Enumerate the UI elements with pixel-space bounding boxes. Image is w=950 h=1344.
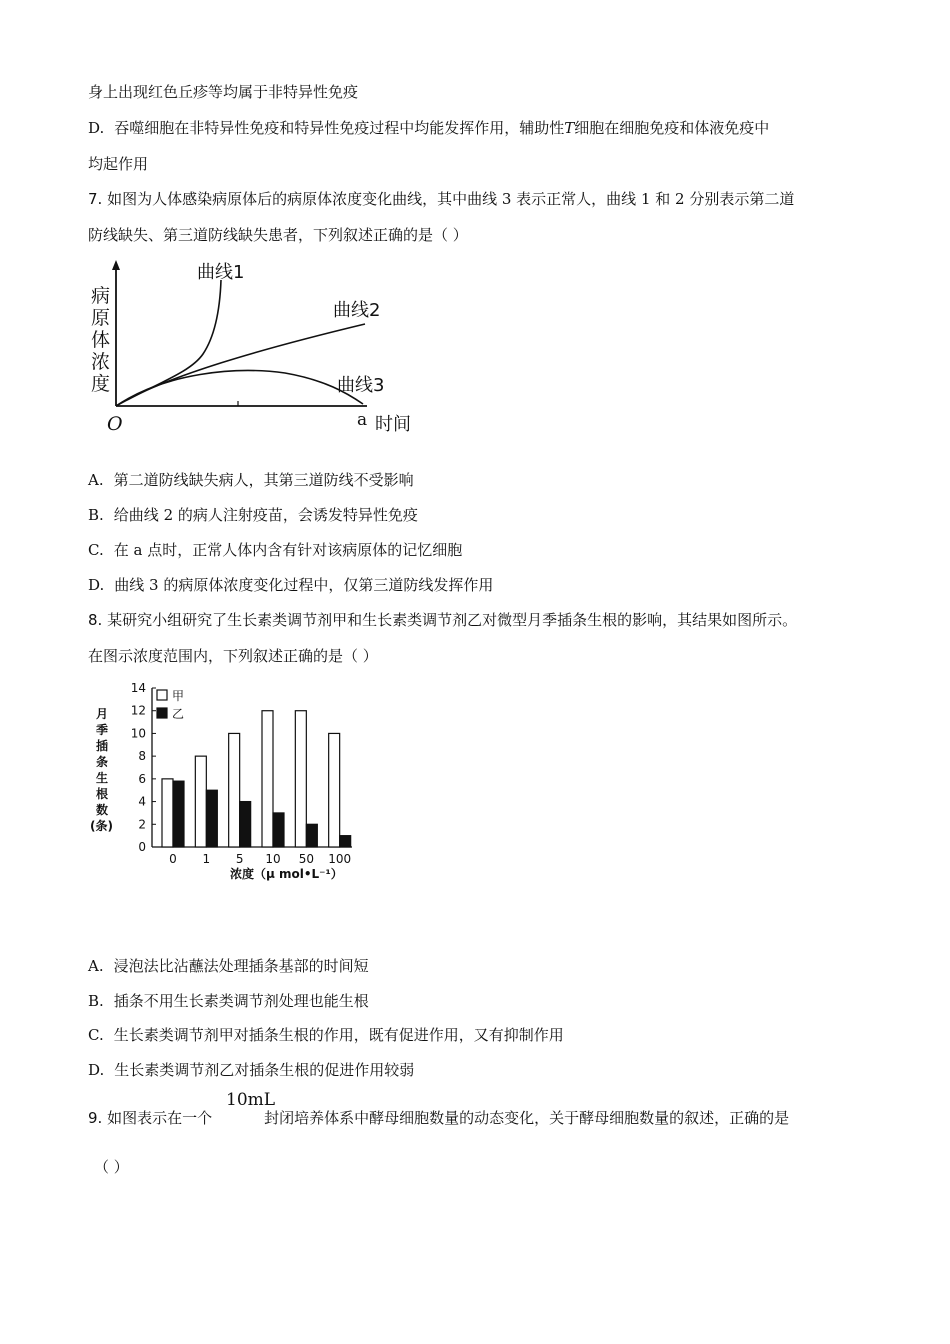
- y-tick-label: 6: [138, 771, 146, 786]
- ylabel-char: 根: [96, 787, 109, 801]
- bar-series-2: [206, 790, 217, 847]
- ylabel-char: 度: [91, 373, 111, 395]
- question-8: 8. 某研究小组研究了生长素类调节剂甲和生长素类调节剂乙对微型月季插条生根的影响，其结果如图所示。: [88, 611, 798, 629]
- legend-label: 甲: [172, 689, 185, 703]
- ylabel-char: 月: [96, 707, 109, 721]
- q8-option-c: C. 生长素类调节剂甲对插条生根的作用，既有促进作用，又有抑制作用: [88, 1026, 564, 1044]
- text-line: 均起作用: [88, 155, 149, 173]
- curve-1-label: 曲线1: [197, 262, 245, 283]
- question-9: 9. 如图表示在一个 封闭培养体系中酵母细胞数量的动态变化，关于酵母细胞数量的叙述，正确的是: [88, 1109, 790, 1127]
- ylabel-char: 体: [91, 329, 111, 351]
- question-number: 9.: [88, 1109, 103, 1127]
- bar-series-2: [340, 836, 351, 847]
- y-tick-label: 4: [138, 794, 146, 809]
- question-number: 7.: [88, 190, 103, 208]
- question-7: 7. 如图为人体感染病原体后的病原体浓度变化曲线，其中曲线 3 表示正常人，曲线 1 和 2 分别表示第二道: [88, 190, 795, 208]
- ylabel-char: 条: [96, 755, 109, 769]
- bar-series-1: [162, 779, 173, 847]
- question-9-line2: （ ）: [94, 1158, 129, 1176]
- ylabel-char: 原: [91, 307, 111, 329]
- volume-formula: 10mL: [226, 1090, 276, 1110]
- option-d-prev: D. 吞噬细胞在非特异性免疫和特异性免疫过程中均能发挥作用，辅助性T细胞在细胞免疫和体液免疫中: [88, 119, 770, 137]
- curve-2-label: 曲线2: [333, 300, 381, 321]
- legend-swatch: [157, 708, 167, 718]
- q7-option-c: C. 在 a 点时，正常人体内含有针对该病原体的记忆细胞: [88, 541, 463, 559]
- question-number: 8.: [88, 611, 103, 629]
- q7-option-a: A. 第二道防线缺失病人，其第三道防线不受影响: [88, 471, 414, 489]
- x-axis-label: 时间: [375, 414, 411, 435]
- origin-label: O: [107, 413, 123, 435]
- y-tick-label: 2: [138, 817, 146, 832]
- pathogen-curve-figure: [85, 258, 425, 438]
- curve-1-line: [116, 280, 221, 406]
- bar-series-1: [229, 733, 240, 847]
- x-tick-label: 0: [169, 852, 177, 866]
- bar-series-2: [306, 824, 317, 847]
- q8-option-b: B. 插条不用生长素类调节剂处理也能生根: [88, 992, 369, 1010]
- bar-series-2: [173, 781, 184, 847]
- option-label: D.: [88, 119, 105, 137]
- bar-series-2: [240, 802, 251, 847]
- ylabel-char: (条): [90, 819, 113, 833]
- curve-3-label: 曲线3: [337, 375, 385, 396]
- y-tick-label: 10: [130, 726, 146, 741]
- x-tick-label: 10: [265, 852, 281, 866]
- bar-series-1: [262, 711, 273, 847]
- legend-swatch: [157, 690, 167, 700]
- y-tick-label: 8: [138, 749, 146, 764]
- bar-series-1: [329, 733, 340, 847]
- question-7-line2: 防线缺失、第三道防线缺失患者，下列叙述正确的是（ ）: [88, 226, 468, 244]
- x-tick-label: 5: [235, 852, 244, 866]
- ylabel-char: 数: [96, 803, 109, 817]
- x-axis-label: 浓度（μ mol•L⁻¹）: [230, 867, 343, 881]
- y-tick-label: 14: [130, 681, 146, 695]
- x-tick-label: 100: [328, 852, 352, 866]
- bar-series-1: [195, 756, 206, 847]
- ylabel-char: 生: [96, 771, 109, 785]
- ylabel-char: 病: [91, 285, 111, 307]
- y-tick-label: 12: [130, 703, 146, 718]
- q7-option-b: B. 给曲线 2 的病人注射疫苗，会诱发特异性免疫: [88, 506, 418, 524]
- q8-option-a: A. 浸泡法比沾蘸法处理插条基部的时间短: [88, 957, 369, 975]
- q8-option-d: D. 生长素类调节剂乙对插条生根的促进作用较弱: [88, 1061, 415, 1079]
- legend-label: 乙: [172, 707, 185, 721]
- bar-series-1: [295, 711, 306, 847]
- ylabel-char: 插: [96, 739, 109, 753]
- ylabel-char: 浓: [91, 351, 111, 373]
- rooting-bar-chart: [90, 680, 370, 890]
- text-line: 身上出现红色丘疹等均属于非特异性免疫: [88, 83, 359, 101]
- ylabel-char: 季: [96, 723, 109, 737]
- point-a-label: a: [357, 410, 368, 430]
- question-8-line2: 在图示浓度范围内，下列叙述正确的是（ ）: [88, 647, 378, 665]
- bar-series-2: [273, 813, 284, 847]
- x-tick-label: 50: [298, 852, 314, 866]
- x-tick-label: 1: [202, 852, 211, 866]
- q7-option-d: D. 曲线 3 的病原体浓度变化过程中，仅第三道防线发挥作用: [88, 576, 494, 594]
- curve-2-line: [116, 324, 365, 406]
- y-tick-label: 0: [138, 840, 146, 854]
